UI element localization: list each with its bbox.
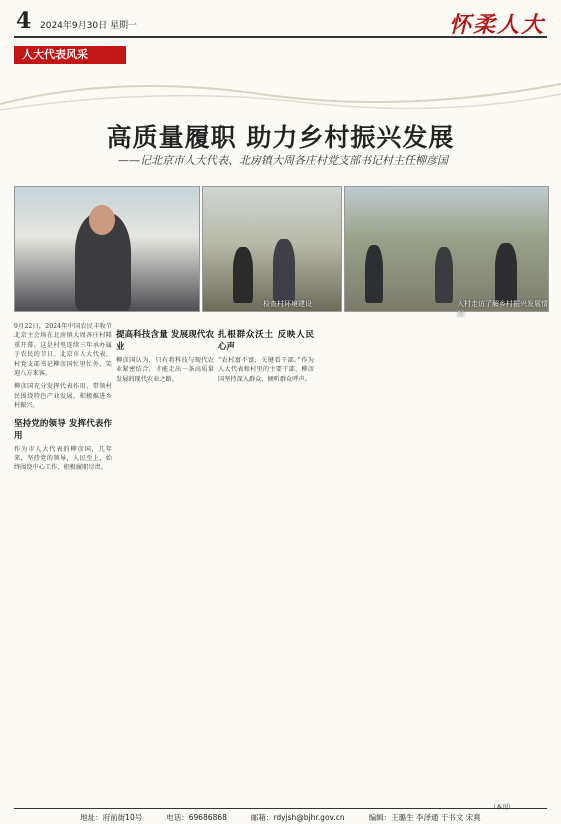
village-inspection-photo	[202, 186, 342, 312]
village-visit-photo	[344, 186, 549, 318]
page-number: 4	[16, 8, 32, 34]
footer-phone: 电话：69686868	[166, 813, 227, 822]
photo-caption: 入村走访了解乡村振兴发展情况	[457, 300, 548, 318]
article-paragraph: 柳彦国充分发挥代表作用，带领村民围绕特色产业发展，积极推进乡村振兴。	[14, 383, 112, 410]
photo-caption: 检查村环境建设	[263, 300, 312, 308]
article-paragraph: 作为市人大代表的柳彦国，几年来，坚持党的领导，人民至上，始终围绕中心工作，积极履职尽责。	[14, 445, 112, 472]
decorative-banner-graphic	[0, 64, 561, 116]
brand-logo: 怀柔人大	[448, 13, 545, 38]
masthead	[14, 6, 547, 38]
page-footer	[14, 808, 547, 823]
footer-email: 邮箱：rdyjsh@bjhr.gov.cn	[250, 813, 345, 822]
portrait-photo	[14, 186, 200, 312]
article-subtitle: ——记北京市人大代表、北房镇大周各庄村党支部书记村主任柳彦国	[118, 154, 448, 167]
section-heading: 坚持党的领导 发挥代表作用	[14, 418, 112, 441]
article-column	[116, 322, 214, 792]
column-label: 人大代表风采	[14, 46, 126, 64]
article-paragraph: “农村富不富，关键看干部。”作为人大代表和村里的主要干部，柳彦国坚持深入群众，倾听群众呼声。	[218, 357, 314, 383]
section-heading: 提高科技含量 发展现代农业	[116, 330, 214, 352]
article-title: 高质量履职 助力乡村振兴发展	[106, 123, 455, 152]
article-column	[420, 322, 547, 792]
footer-editors: 编辑：王璐生 李泽通 于书文 宋爽	[368, 813, 481, 822]
article-paragraph: 9月22日，2024年中国农民丰收节北京主会场在北房镇大周各庄村隆重开幕。这是村里连续三年承办属于农民的节日。北京市人大代表、村党支部书记柳彦国忙里忙外，笑迎八方来客。	[14, 323, 112, 378]
article-author: （本刊）	[490, 804, 515, 811]
issue-date: 2024年9月30日 星期一	[40, 21, 137, 31]
section-heading: 扎根群众沃土 反映人民心声	[218, 330, 314, 352]
footer-address: 地址：府前街10号	[80, 813, 143, 822]
article-column	[218, 322, 314, 792]
article-paragraph: 柳彦国认为，只有将科技与现代农业紧密结合，才能走出一条高质量发展的现代农业之路。	[116, 357, 214, 383]
article-column	[318, 322, 416, 792]
article-column	[14, 322, 112, 792]
